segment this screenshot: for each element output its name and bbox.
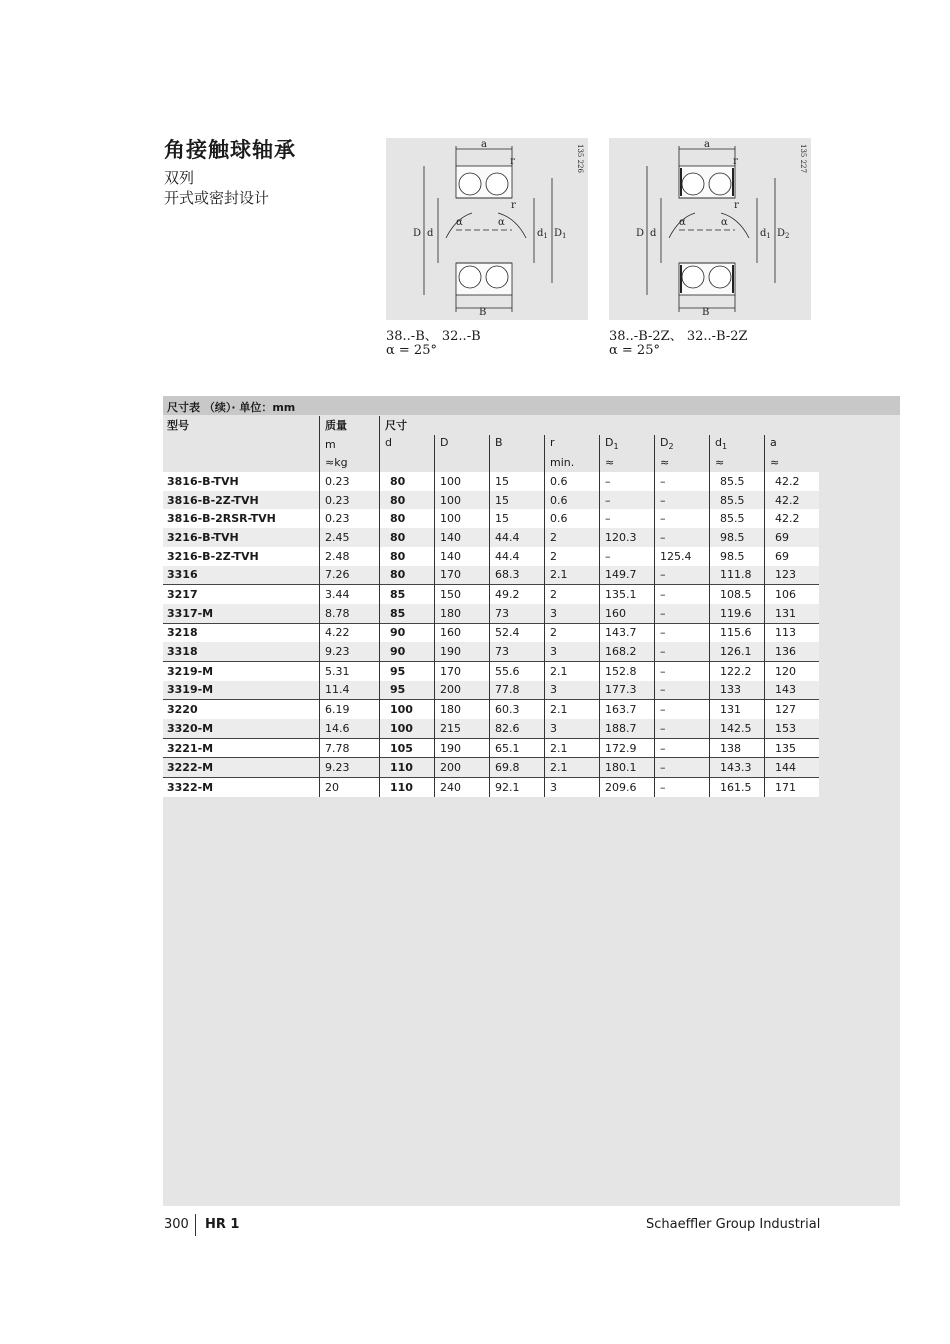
value-cell-b: 73 [490, 642, 545, 661]
value-cell-d2: – [655, 604, 710, 623]
table-heading: 尺寸表 （续）· 单位：mm [167, 401, 296, 414]
value-cell-a: 106 [765, 585, 820, 604]
value-cell-d: 215 [435, 719, 490, 738]
drawing-caption-types: 38..-B、 32..-B [386, 329, 481, 344]
value-cell-d1: – [600, 491, 655, 510]
value-cell-m: 5.31 [320, 661, 380, 680]
value-cell-d1: 135.1 [600, 585, 655, 604]
value-cell-d: 190 [435, 642, 490, 661]
header-symbol-cell: $D_2$ [655, 435, 710, 454]
value-cell-d2: – [655, 700, 710, 719]
value-cell-d: 90 [380, 642, 435, 661]
bearing-drawing-shielded [609, 138, 811, 320]
value-cell-r: 2 [545, 547, 600, 566]
table-unit-row [163, 453, 819, 472]
value-cell-d2: – [655, 758, 710, 778]
value-cell-a: 136 [765, 642, 820, 661]
table-row [163, 509, 819, 528]
value-cell-d2: – [655, 509, 710, 528]
value-cell-m: 3.44 [320, 585, 380, 604]
value-cell-d1: 111.8 [710, 566, 765, 585]
value-cell-d2: – [655, 642, 710, 661]
value-cell-d1: 98.5 [710, 528, 765, 547]
value-cell-d1: 142.5 [710, 719, 765, 738]
value-cell-d2: – [655, 778, 710, 797]
value-cell-a: 69 [765, 528, 820, 547]
value-cell-r: 0.6 [545, 491, 600, 510]
label-a: a [704, 139, 710, 150]
label-a: a [481, 139, 487, 150]
value-cell-b: 52.4 [490, 623, 545, 642]
value-cell-d: 90 [380, 623, 435, 642]
value-cell-d2: – [655, 472, 710, 491]
header-unit-cell [435, 453, 490, 472]
value-cell-b: 82.6 [490, 719, 545, 738]
header-symbol-cell: D [435, 435, 490, 454]
value-cell-d: 100 [435, 509, 490, 528]
value-cell-d1: 138 [710, 738, 765, 758]
label-D: D [636, 228, 645, 239]
drawing-caption-angle: α = 25° [386, 343, 437, 358]
value-cell-d: 100 [380, 719, 435, 738]
bearing-cross-section-diagram [386, 138, 588, 320]
value-cell-d2: – [655, 566, 710, 585]
value-cell-d2: – [655, 681, 710, 700]
value-cell-b: 68.3 [490, 566, 545, 585]
value-cell-r: 0.6 [545, 509, 600, 528]
value-cell-r: 2.1 [545, 738, 600, 758]
header-unit-cell: ≈ [600, 453, 655, 472]
header-symbol-cell: a [765, 435, 820, 454]
value-cell-d1: 120.3 [600, 528, 655, 547]
value-cell-d1: 119.6 [710, 604, 765, 623]
table-symbol-row [163, 435, 819, 454]
label-alpha-right: α [721, 217, 728, 228]
value-cell-d: 170 [435, 566, 490, 585]
value-cell-d1: 152.8 [600, 661, 655, 680]
value-cell-m: 7.78 [320, 738, 380, 758]
header-mass-symbol: m [320, 435, 380, 454]
footer-company: Schaeffler Group Industrial [646, 1217, 821, 1232]
designation-cell: 3320-M [163, 719, 320, 738]
value-cell-d: 80 [380, 491, 435, 510]
header-symbol-cell: d [380, 435, 435, 454]
drawing-caption-types: 38..-B-2Z、 32..-B-2Z [609, 329, 748, 344]
value-cell-d1: 115.6 [710, 623, 765, 642]
value-cell-m: 2.45 [320, 528, 380, 547]
value-cell-a: 123 [765, 566, 820, 585]
header-symbol-cell: r [545, 435, 600, 454]
value-cell-d: 180 [435, 604, 490, 623]
value-cell-r: 0.6 [545, 472, 600, 491]
value-cell-d: 180 [435, 700, 490, 719]
value-cell-a: 143 [765, 681, 820, 700]
table-header-row [163, 416, 819, 435]
value-cell-d2: – [655, 623, 710, 642]
label-alpha-left: α [679, 217, 686, 228]
label-d: d [427, 228, 434, 239]
value-cell-d: 240 [435, 778, 490, 797]
label-r-inner: r [734, 200, 739, 211]
value-cell-b: 73 [490, 604, 545, 623]
value-cell-r: 3 [545, 642, 600, 661]
header-unit-cell: ≈ [765, 453, 820, 472]
value-cell-d2: – [655, 738, 710, 758]
table-row [163, 778, 819, 797]
table-row [163, 738, 819, 758]
drawing-code: 135 226 [576, 144, 584, 173]
label-D2: $D_2$ [777, 228, 790, 240]
value-cell-d2: – [655, 491, 710, 510]
value-cell-d: 200 [435, 758, 490, 778]
label-r-inner: r [511, 200, 516, 211]
label-d: d [650, 228, 657, 239]
value-cell-d: 150 [435, 585, 490, 604]
value-cell-d: 170 [435, 661, 490, 680]
designation-cell: 3221-M [163, 738, 320, 758]
value-cell-a: 135 [765, 738, 820, 758]
value-cell-d: 95 [380, 661, 435, 680]
value-cell-d: 85 [380, 604, 435, 623]
value-cell-r: 2.1 [545, 758, 600, 778]
footer-divider [195, 1214, 196, 1236]
designation-cell: 3816-B-2RSR-TVH [167, 512, 276, 526]
value-cell-r: 2 [545, 623, 600, 642]
value-cell-d1: 85.5 [710, 491, 765, 510]
designation-cell: 3317-M [163, 604, 320, 623]
drawing-code: 135 227 [799, 144, 807, 173]
value-cell-a: 131 [765, 604, 820, 623]
value-cell-d: 95 [380, 681, 435, 700]
header-symbol-cell: $d_1$ [710, 435, 765, 454]
table-row [163, 642, 819, 661]
value-cell-a: 144 [765, 758, 820, 778]
table-heading-bar [163, 396, 900, 415]
value-cell-d: 85 [380, 585, 435, 604]
value-cell-m: 0.23 [320, 491, 380, 510]
value-cell-r: 2.1 [545, 661, 600, 680]
value-cell-a: 42.2 [765, 491, 820, 510]
value-cell-r: 3 [545, 719, 600, 738]
value-cell-d1: 143.7 [600, 623, 655, 642]
value-cell-d2: – [655, 661, 710, 680]
value-cell-d1: – [600, 509, 655, 528]
header-symbol-cell: B [490, 435, 545, 454]
label-D: D [413, 228, 422, 239]
label-d1: $d_1$ [537, 228, 548, 240]
designation-cell: 3316 [163, 566, 320, 585]
value-cell-d1: 168.2 [600, 642, 655, 661]
header-dimensions: 尺寸 [380, 416, 820, 435]
table-row [163, 758, 819, 778]
value-cell-b: 44.4 [490, 528, 545, 547]
designation-cell: 3319-M [163, 681, 320, 700]
value-cell-d2: 125.4 [655, 547, 710, 566]
label-D1: $D_1$ [554, 228, 567, 240]
value-cell-d: 200 [435, 681, 490, 700]
value-cell-m: 2.48 [320, 547, 380, 566]
header-mass: 质量 [320, 416, 380, 435]
header-unit-cell: ≈ [710, 453, 765, 472]
table-row [163, 566, 819, 585]
value-cell-d1: 98.5 [710, 547, 765, 566]
designation-cell: 3216-B-2Z-TVH [167, 549, 259, 563]
header-designation: 型号 [163, 416, 320, 435]
table-row [163, 585, 819, 604]
page-subtitle-design: 开式或密封设计 [164, 189, 270, 207]
designation-cell: 3216-B-TVH [163, 528, 320, 547]
table-row [163, 623, 819, 642]
drawing-caption-angle: α = 25° [609, 343, 660, 358]
value-cell-a: 42.2 [765, 472, 820, 491]
label-B: B [702, 307, 710, 318]
value-cell-d: 100 [435, 472, 490, 491]
value-cell-a: 113 [765, 623, 820, 642]
value-cell-m: 9.23 [320, 642, 380, 661]
value-cell-d: 100 [435, 491, 490, 510]
label-d1: $d_1$ [760, 228, 771, 240]
value-cell-d: 190 [435, 738, 490, 758]
value-cell-b: 55.6 [490, 661, 545, 680]
value-cell-d: 160 [435, 623, 490, 642]
header-unit-cell [490, 453, 545, 472]
label-r-top: r [733, 156, 738, 167]
value-cell-m: 20 [320, 778, 380, 797]
value-cell-m: 0.23 [320, 472, 380, 491]
value-cell-d: 80 [380, 566, 435, 585]
designation-cell: 3219-M [163, 661, 320, 680]
value-cell-d2: – [655, 528, 710, 547]
dimension-table-panel [163, 396, 900, 1206]
value-cell-d1: – [600, 472, 655, 491]
table-row [163, 661, 819, 680]
header-symbol-cell: $D_1$ [600, 435, 655, 454]
table-row [163, 472, 819, 491]
value-cell-d: 105 [380, 738, 435, 758]
label-alpha-left: α [456, 217, 463, 228]
designation-cell: 3222-M [163, 758, 320, 778]
designation-cell: 3217 [163, 585, 320, 604]
value-cell-m: 11.4 [320, 681, 380, 700]
value-cell-d: 110 [380, 758, 435, 778]
value-cell-d1: 163.7 [600, 700, 655, 719]
value-cell-d: 80 [380, 509, 435, 528]
value-cell-d1: 122.2 [710, 661, 765, 680]
value-cell-a: 171 [765, 778, 820, 797]
table-row [163, 681, 819, 700]
value-cell-d1: 172.9 [600, 738, 655, 758]
label-B: B [479, 307, 487, 318]
value-cell-d1: 180.1 [600, 758, 655, 778]
value-cell-a: 153 [765, 719, 820, 738]
dimension-table [163, 416, 819, 797]
value-cell-d: 80 [380, 528, 435, 547]
value-cell-r: 2.1 [545, 700, 600, 719]
value-cell-r: 3 [545, 604, 600, 623]
value-cell-a: 120 [765, 661, 820, 680]
value-cell-b: 69.8 [490, 758, 545, 778]
table-row [163, 547, 819, 566]
footer-page-number: 300 [164, 1217, 189, 1232]
value-cell-b: 15 [490, 509, 545, 528]
value-cell-b: 15 [490, 472, 545, 491]
label-r-top: r [510, 156, 515, 167]
value-cell-r: 3 [545, 778, 600, 797]
value-cell-d1: 85.5 [710, 472, 765, 491]
value-cell-m: 6.19 [320, 700, 380, 719]
value-cell-d: 100 [380, 700, 435, 719]
value-cell-m: 9.23 [320, 758, 380, 778]
value-cell-d1: 131 [710, 700, 765, 719]
value-cell-d1: 161.5 [710, 778, 765, 797]
value-cell-a: 127 [765, 700, 820, 719]
value-cell-d1: 177.3 [600, 681, 655, 700]
value-cell-a: 69 [765, 547, 820, 566]
bearing-drawing-open [386, 138, 588, 320]
value-cell-d1: 160 [600, 604, 655, 623]
value-cell-d1: 108.5 [710, 585, 765, 604]
value-cell-d: 110 [380, 778, 435, 797]
designation-cell: 3816-B-2Z-TVH [163, 491, 320, 510]
value-cell-r: 3 [545, 681, 600, 700]
value-cell-r: 2.1 [545, 566, 600, 585]
value-cell-d: 80 [380, 547, 435, 566]
value-cell-m: 0.23 [320, 509, 380, 528]
designation-cell: 3322-M [163, 778, 320, 797]
footer-book: HR 1 [205, 1217, 240, 1232]
header-unit-cell [380, 453, 435, 472]
table-row [163, 491, 819, 510]
value-cell-b: 15 [490, 491, 545, 510]
designation-cell: 3816-B-TVH [167, 474, 239, 488]
value-cell-m: 14.6 [320, 719, 380, 738]
value-cell-d2: – [655, 719, 710, 738]
value-cell-m: 4.22 [320, 623, 380, 642]
value-cell-r: 2 [545, 528, 600, 547]
value-cell-d1: 149.7 [600, 566, 655, 585]
value-cell-d1: 143.3 [710, 758, 765, 778]
value-cell-m: 7.26 [320, 566, 380, 585]
value-cell-a: 42.2 [765, 509, 820, 528]
value-cell-d: 140 [435, 528, 490, 547]
value-cell-d2: – [655, 585, 710, 604]
value-cell-b: 49.2 [490, 585, 545, 604]
value-cell-d1: 85.5 [710, 509, 765, 528]
value-cell-b: 92.1 [490, 778, 545, 797]
value-cell-r: 2 [545, 585, 600, 604]
table-row [163, 604, 819, 623]
designation-cell: 3318 [163, 642, 320, 661]
value-cell-b: 44.4 [490, 547, 545, 566]
value-cell-d: 80 [380, 472, 435, 491]
bearing-cross-section-diagram [609, 138, 811, 320]
value-cell-d1: 133 [710, 681, 765, 700]
value-cell-d: 140 [435, 547, 490, 566]
page-title: 角接触球轴承 [164, 138, 296, 162]
page-subtitle-row-type: 双列 [164, 169, 195, 187]
value-cell-b: 65.1 [490, 738, 545, 758]
value-cell-d1: 126.1 [710, 642, 765, 661]
value-cell-d1: – [600, 547, 655, 566]
designation-cell: 3220 [163, 700, 320, 719]
value-cell-b: 77.8 [490, 681, 545, 700]
value-cell-m: 8.78 [320, 604, 380, 623]
header-unit-cell: min. [545, 453, 600, 472]
table-row [163, 700, 819, 719]
header-mass-unit: ≈kg [320, 453, 380, 472]
value-cell-d1: 209.6 [600, 778, 655, 797]
header-unit-cell: ≈ [655, 453, 710, 472]
table-row [163, 719, 819, 738]
value-cell-b: 60.3 [490, 700, 545, 719]
designation-cell: 3218 [163, 623, 320, 642]
table-row [163, 528, 819, 547]
label-alpha-right: α [498, 217, 505, 228]
value-cell-d1: 188.7 [600, 719, 655, 738]
